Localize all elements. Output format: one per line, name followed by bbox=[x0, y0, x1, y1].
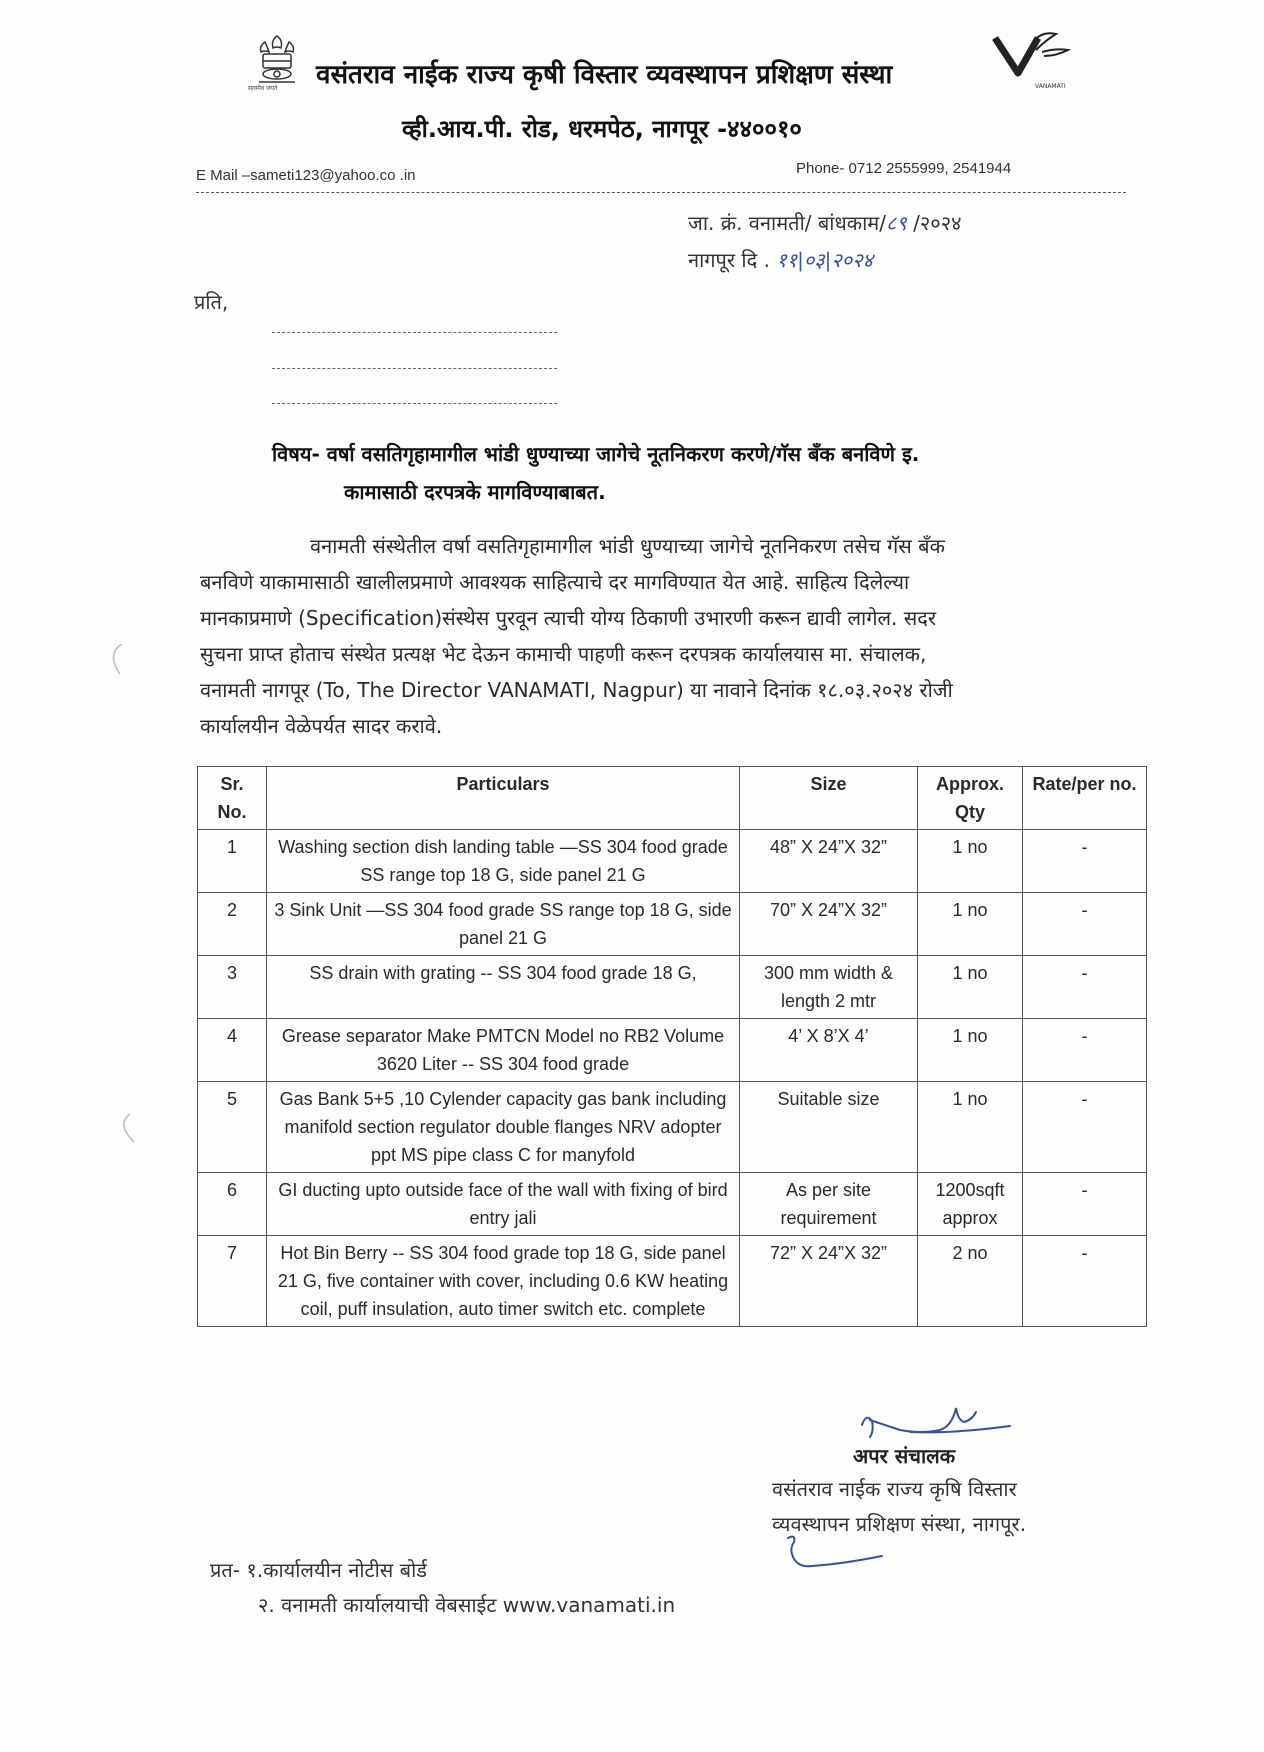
logo-text: VANAMATI bbox=[1035, 83, 1066, 90]
items-table bbox=[197, 766, 1147, 1327]
cell-sr-no: 7 bbox=[198, 1236, 267, 1327]
cell-rate: - bbox=[1023, 1236, 1147, 1327]
cell-size: 300 mm width & length 2 mtr bbox=[740, 956, 918, 1019]
scan-mark-icon bbox=[100, 640, 130, 680]
cell-sr-no: 2 bbox=[198, 893, 267, 956]
recipient-blank-line bbox=[272, 403, 557, 404]
copy-to-line-1: प्रत- १.कार्यालयीन नोटीस बोर्ड bbox=[210, 1558, 427, 1582]
table-row bbox=[198, 956, 1147, 1019]
signatory-title: अपर संचालक bbox=[853, 1444, 956, 1468]
column-header-particulars: Particulars bbox=[267, 767, 740, 830]
cell-sr-no: 5 bbox=[198, 1082, 267, 1173]
cell-size: Suitable size bbox=[740, 1082, 918, 1173]
table-header-row bbox=[198, 767, 1147, 830]
cell-qty: 1 no bbox=[918, 956, 1023, 1019]
scan-mark-icon bbox=[110, 1110, 140, 1150]
cell-size: 48” X 24”X 32” bbox=[740, 830, 918, 893]
cell-sr-no: 6 bbox=[198, 1173, 267, 1236]
cell-rate: - bbox=[1023, 1019, 1147, 1082]
cell-qty: 1 no bbox=[918, 1082, 1023, 1173]
cell-particulars: Gas Bank 5+5 ,10 Cylender capacity gas bank including manifold section regulator double flanges NRV adopter ppt MS pipe class C for manyfold bbox=[267, 1082, 740, 1173]
cell-particulars: Washing section dish landing table —SS 304 food grade SS range top 18 G, side panel 21 G bbox=[267, 830, 740, 893]
column-header-qty: Approx. Qty bbox=[918, 767, 1023, 830]
reference-number bbox=[688, 209, 962, 236]
cell-sr-no: 1 bbox=[198, 830, 267, 893]
date-label: नागपूर दि . bbox=[688, 248, 777, 272]
subject-line-1: विषय- वर्षा वसतिगृहामागील भांडी धुण्याच्या जागेचे नूतनिकरण करणे/गॅस बँक बनविणे इ. bbox=[272, 442, 920, 466]
vanamati-logo-icon bbox=[990, 28, 1075, 83]
body-line: वनामती संस्थेतील वर्षा वसतिगृहामागील भांडी धुण्याच्या जागेचे नूतनिकरण तसेच गॅस बँक bbox=[310, 534, 945, 558]
organization-name: वसंतराव नाईक राज्य कृषी विस्तार व्यवस्थापन प्रशिक्षण संस्था bbox=[316, 60, 893, 90]
emblem-caption: सत्यमेव जयते bbox=[248, 85, 278, 92]
subject-line-2: कामासाठी दरपत्रके मागविण्याबाबत. bbox=[344, 480, 606, 504]
table-row bbox=[198, 830, 1147, 893]
column-header-size: Size bbox=[740, 767, 918, 830]
cell-rate: - bbox=[1023, 893, 1147, 956]
cell-qty: 1 no bbox=[918, 830, 1023, 893]
header-divider bbox=[196, 192, 1126, 193]
cell-size: 70” X 24”X 32” bbox=[740, 893, 918, 956]
cell-particulars: 3 Sink Unit —SS 304 food grade SS range top 18 G, side panel 21 G bbox=[267, 893, 740, 956]
initial-mark-icon bbox=[780, 1530, 890, 1580]
cell-rate: - bbox=[1023, 1082, 1147, 1173]
signatory-organization-line-2: व्यवस्थापन प्रशिक्षण संस्था, नागपूर. bbox=[772, 1512, 1027, 1536]
recipient-blank-line bbox=[272, 332, 557, 333]
cell-sr-no: 4 bbox=[198, 1019, 267, 1082]
cell-size: As per site requirement bbox=[740, 1173, 918, 1236]
cell-rate: - bbox=[1023, 956, 1147, 1019]
phone-numbers: Phone- 0712 2555999, 2541944 bbox=[796, 160, 1012, 177]
cell-size: 4’ X 8’X 4’ bbox=[740, 1019, 918, 1082]
cell-qty: 1 no bbox=[918, 1019, 1023, 1082]
cell-rate: - bbox=[1023, 830, 1147, 893]
body-line: सुचना प्राप्त होताच संस्थेत प्रत्यक्ष भेट देऊन कामाची पाहणी करून दरपत्रक कार्यालयास मा. संचालक, bbox=[200, 642, 927, 666]
cell-particulars: GI ducting upto outside face of the wall with fixing of bird entry jali bbox=[267, 1173, 740, 1236]
cell-particulars: Grease separator Make PMTCN Model no RB2 Volume 3620 Liter -- SS 304 food grade bbox=[267, 1019, 740, 1082]
cell-qty: 1 no bbox=[918, 893, 1023, 956]
cell-rate: - bbox=[1023, 1173, 1147, 1236]
table-row bbox=[198, 1082, 1147, 1173]
letter-date bbox=[688, 246, 873, 273]
table-row bbox=[198, 1236, 1147, 1327]
state-emblem-icon bbox=[245, 28, 309, 92]
reference-year: /२०२४ bbox=[906, 211, 962, 235]
cell-particulars: SS drain with grating -- SS 304 food grade 18 G, bbox=[267, 956, 740, 1019]
cell-particulars: Hot Bin Berry -- SS 304 food grade top 18 G, side panel 21 G, five container with cover, including 0.6 KW heating coil, puff insulation, auto timer switch etc. complete bbox=[267, 1236, 740, 1327]
recipient-label: प्रति, bbox=[194, 290, 229, 314]
copy-to-line-2: २. वनामती कार्यालयाची वेबसाईट www.vanamati.in bbox=[258, 1593, 676, 1617]
column-header-sr-no: Sr. No. bbox=[198, 767, 267, 830]
reference-handwritten-number: ८९ bbox=[885, 211, 907, 235]
cell-qty: 2 no bbox=[918, 1236, 1023, 1327]
table-row bbox=[198, 1019, 1147, 1082]
body-line: मानकाप्रमाणे (Specification)संस्थेस पुरवून त्याची योग्य ठिकाणी उभारणी करून द्यावी लागेल. सदर bbox=[200, 606, 937, 630]
table-row bbox=[198, 1173, 1147, 1236]
date-handwritten-value: ११|०३|२०२४ bbox=[776, 248, 873, 272]
cell-size: 72” X 24”X 32” bbox=[740, 1236, 918, 1327]
body-line: बनविणे याकामासाठी खालीलप्रमाणे आवश्यक साहित्याचे दर मागविण्यात येत आहे. साहित्य दिलेल्या bbox=[200, 570, 910, 594]
recipient-blank-line bbox=[272, 368, 557, 369]
table-row bbox=[198, 893, 1147, 956]
signatory-organization-line-1: वसंतराव नाईक राज्य कृषि विस्तार bbox=[772, 1477, 1017, 1501]
email-address: E Mail –sameti123@yahoo.co .in bbox=[196, 167, 416, 184]
cell-qty: 1200sqft approx bbox=[918, 1173, 1023, 1236]
body-line: वनामती नागपूर (To, The Director VANAMATI, Nagpur) या नावाने दिनांक १८.०३.२०२४ रोजी bbox=[200, 678, 953, 702]
body-line: कार्यालयीन वेळेपर्यत सादर करावे. bbox=[200, 714, 443, 738]
column-header-rate: Rate/per no. bbox=[1023, 767, 1147, 830]
cell-sr-no: 3 bbox=[198, 956, 267, 1019]
organization-address: व्ही.आय.पी. रोड, धरमपेठ, नागपूर -४४००१० bbox=[402, 115, 802, 143]
reference-label: जा. क्रं. वनामती/ बांधकाम/ bbox=[688, 211, 886, 235]
